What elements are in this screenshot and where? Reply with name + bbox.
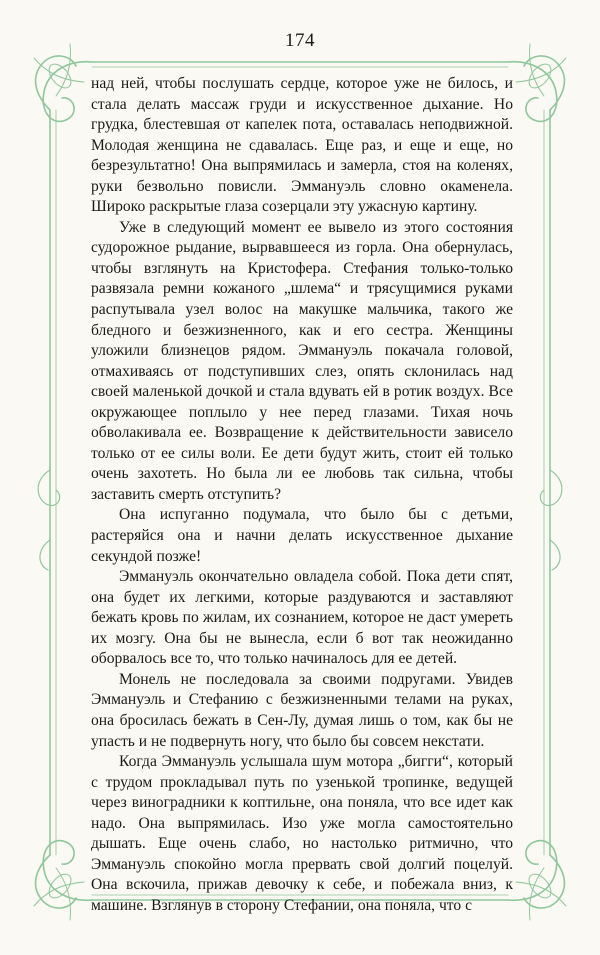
paragraph: Монель не последовала за своими подругами. Увидев Эммануэль и Стефанию с безжизненными телами на руках, она бросилась бежать в Сен-Лу, думая лишь о том, как бы не упасть и не подвернуть ногу, что было бы совсем некстати.	[91, 670, 513, 750]
side-ornament-right	[540, 470, 562, 570]
corner-ornament-top-left	[34, 44, 92, 121]
paragraph: над ней, чтобы послушать сердце, которое уже не билось, и стала делать массаж груди и искусственное дыхание. Но грудка, блестевшая от капелек пота, оставалась неподвижной. Молодая женщина не сдавалась. Еще раз, и еще и еще, но безрезультатно! Она выпрямилась и замерла, стоя на коленях, руки безвольно повисли. Эммануэль словно окаменела. Широко раскрытые глаза созерцали эту ужасную картину.	[91, 75, 513, 216]
paragraph: Эммануэль окончательно овладела собой. Пока дети спят, она будет их легкими, которые раздуваются и заставляют бежать кровь по жилам, их сознанием, которое не даст умереть их мозгу. Она бы не вынесла, если б вот так неожиданно оборвалось все то, что только начиналось для ее детей.	[91, 568, 513, 668]
corner-ornament-bottom-left	[34, 841, 92, 920]
side-ornament-left	[38, 470, 60, 570]
paragraph: Она испуганно подумала, что было бы с детьми, растеряйся она и начни делать искусственное дыхание секундой позже!	[91, 506, 513, 565]
paragraph: Уже в следующий момент ее вывело из этого состояния судорожное рыдание, вырвавшееся из горла. Она обернулась, чтобы взглянуть на Кристофера. Стефания только-только развязала ремни кожаного „шлема“ и трясущимися руками распутывала узел волос на макушке мальчика, такого же бледного и безжизненного, как и его сестра. Женщины уложили близнецов рядом. Эммануэль покачала головой, отмахиваясь от подступивших слез, опять склонилась над своей маленькой дочкой и стала вдувать ей в ротик воздух. Все окружающее поплыло у нее перед глазами. Тихая ночь обволакивала ее. Возвращение к действительности зависело только от ее силы воли. Ее дети будут жить, стоит ей только очень захотеть. Но была ли ее любовь так сильна, чтобы заставить смерть отступить?	[91, 218, 513, 503]
paragraph: Когда Эммануэль услышала шум мотора „бигги“, который с трудом прокладывал путь по узенькой тропинке, ведущей через виноградники к коптильне, она поняла, что все идет как надо. Она выпрямилась. Изо уже могла самостоятельно дышать. Еще очень слабо, но настолько ритмично, что Эммануэль спокойно могла прервать свой долгий поцелуй. Она вскочила, прижав девочку к себе, и побежала вниз, к машине. Взглянув в сторону Стефании, она поняла, что с	[91, 753, 513, 914]
body-text	[91, 74, 513, 916]
corner-ornament-bottom-right	[508, 841, 566, 920]
corner-ornament-top-right	[508, 44, 566, 121]
page-number: 174	[285, 30, 315, 51]
